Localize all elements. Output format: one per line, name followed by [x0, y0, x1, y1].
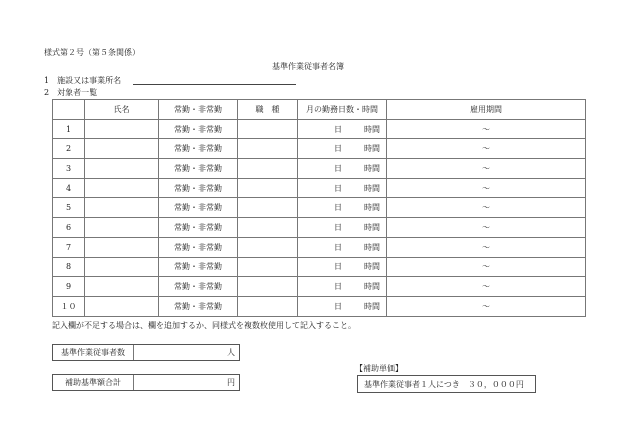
employment-period-cell[interactable]: ～: [387, 296, 586, 316]
name-cell[interactable]: [85, 139, 159, 159]
section-1: [44, 75, 121, 86]
name-cell[interactable]: [85, 178, 159, 198]
hours-unit: 時間: [364, 124, 380, 134]
days-unit: 日: [334, 163, 342, 173]
hours-unit: 時間: [364, 242, 380, 252]
days-unit: 日: [334, 222, 342, 232]
name-cell[interactable]: [85, 257, 159, 277]
work-days-hours-cell[interactable]: [298, 296, 387, 316]
name-cell[interactable]: [85, 218, 159, 238]
work-days-hours-cell[interactable]: [298, 237, 387, 257]
table-row: [53, 277, 586, 297]
employment-period-cell[interactable]: ～: [387, 139, 586, 159]
job-cell[interactable]: [238, 257, 298, 277]
header-cell: 常勤・非常勤: [159, 100, 238, 120]
header-cell: 氏名: [85, 100, 159, 120]
row-number: 2: [53, 139, 85, 159]
row-number: 1: [53, 119, 85, 139]
table-row: [53, 178, 586, 198]
table-row: [53, 237, 586, 257]
employment-period-cell[interactable]: ～: [387, 237, 586, 257]
unit-price-box: [357, 375, 536, 393]
work-days-hours-cell[interactable]: [298, 159, 387, 179]
section-label: 施設又は事業所名: [57, 76, 122, 85]
row-number: 6: [53, 218, 85, 238]
employment-period-cell[interactable]: ～: [387, 178, 586, 198]
name-cell[interactable]: [85, 237, 159, 257]
page-title: 基準作業従事者名簿: [272, 62, 344, 71]
name-cell[interactable]: [85, 198, 159, 218]
work-days-hours-cell[interactable]: [298, 139, 387, 159]
table-row: [53, 159, 586, 179]
section-number: 1: [44, 76, 50, 85]
days-unit: 日: [334, 262, 342, 272]
row-number: 3: [53, 159, 85, 179]
table-row: [53, 139, 586, 159]
unit-price-text: 基準作業従事者１人につき ３０，０００円: [364, 379, 524, 389]
employment-type-cell[interactable]: 常勤・非常勤: [159, 296, 238, 316]
work-days-hours-cell[interactable]: [298, 277, 387, 297]
days-unit: 日: [334, 203, 342, 213]
employment-period-cell[interactable]: ～: [387, 218, 586, 238]
hours-unit: 時間: [364, 183, 380, 193]
table-row: [53, 198, 586, 218]
employment-period-cell[interactable]: ～: [387, 119, 586, 139]
employment-type-cell[interactable]: 常勤・非常勤: [159, 237, 238, 257]
name-cell[interactable]: [85, 119, 159, 139]
row-number: １０: [53, 296, 85, 316]
job-cell[interactable]: [238, 159, 298, 179]
row-number: 7: [53, 237, 85, 257]
staff-count-box: [52, 344, 240, 361]
hours-unit: 時間: [364, 203, 380, 213]
work-days-hours-cell[interactable]: [298, 257, 387, 277]
facility-name-field[interactable]: [133, 84, 296, 85]
name-cell[interactable]: [85, 277, 159, 297]
employment-type-cell[interactable]: 常勤・非常勤: [159, 218, 238, 238]
employment-type-cell[interactable]: 常勤・非常勤: [159, 277, 238, 297]
form-number: 様式第２号（第５条関係）: [44, 48, 140, 57]
section-label: 対象者一覧: [57, 88, 98, 97]
hours-unit: 時間: [364, 163, 380, 173]
row-number: 9: [53, 277, 85, 297]
employment-period-cell[interactable]: ～: [387, 198, 586, 218]
total-amount-field[interactable]: 円: [227, 378, 235, 387]
days-unit: 日: [334, 282, 342, 292]
employment-period-cell[interactable]: ～: [387, 257, 586, 277]
job-cell[interactable]: [238, 178, 298, 198]
hours-unit: 時間: [364, 301, 380, 311]
section-number: 2: [44, 88, 50, 97]
header-cell: 職 種: [238, 100, 298, 120]
job-cell[interactable]: [238, 277, 298, 297]
staff-count-label: 基準作業従事者数: [53, 345, 134, 360]
employment-type-cell[interactable]: 常勤・非常勤: [159, 178, 238, 198]
table-row: [53, 119, 586, 139]
job-cell[interactable]: [238, 218, 298, 238]
hours-unit: 時間: [364, 222, 380, 232]
hours-unit: 時間: [364, 262, 380, 272]
row-number: 8: [53, 257, 85, 277]
table-header: [53, 100, 586, 120]
work-days-hours-cell[interactable]: [298, 198, 387, 218]
row-number: 4: [53, 178, 85, 198]
note-text: 記入欄が不足する場合は、欄を追加するか、同様式を複数枚使用して記入すること。: [52, 321, 356, 330]
employment-period-cell[interactable]: ～: [387, 277, 586, 297]
total-amount-label: 補助基準額合計: [53, 375, 134, 390]
days-unit: 日: [334, 183, 342, 193]
job-cell[interactable]: [238, 198, 298, 218]
days-unit: 日: [334, 124, 342, 134]
job-cell[interactable]: [238, 237, 298, 257]
row-number: 5: [53, 198, 85, 218]
job-cell[interactable]: [238, 119, 298, 139]
header-cell: 月の勤務日数・時間: [298, 100, 387, 120]
days-unit: 日: [334, 301, 342, 311]
work-days-hours-cell[interactable]: [298, 119, 387, 139]
employment-type-cell[interactable]: 常勤・非常勤: [159, 198, 238, 218]
employment-period-cell[interactable]: ～: [387, 159, 586, 179]
employment-type-cell[interactable]: 常勤・非常勤: [159, 119, 238, 139]
name-cell[interactable]: [85, 159, 159, 179]
work-days-hours-cell[interactable]: [298, 178, 387, 198]
work-days-hours-cell[interactable]: [298, 218, 387, 238]
employment-type-cell[interactable]: 常勤・非常勤: [159, 139, 238, 159]
staff-count-field[interactable]: 人: [227, 348, 235, 357]
employment-type-cell[interactable]: 常勤・非常勤: [159, 257, 238, 277]
total-amount-box: [52, 374, 240, 391]
section-2: [44, 87, 97, 98]
unit-price-heading: 【補助単価】: [355, 364, 403, 373]
job-cell[interactable]: [238, 296, 298, 316]
name-cell[interactable]: [85, 296, 159, 316]
staff-table: [52, 99, 586, 317]
header-cell: [53, 100, 85, 120]
table-row: [53, 296, 586, 316]
hours-unit: 時間: [364, 144, 380, 154]
days-unit: 日: [334, 144, 342, 154]
table-row: [53, 257, 586, 277]
employment-type-cell[interactable]: 常勤・非常勤: [159, 159, 238, 179]
table-row: [53, 218, 586, 238]
header-cell: 雇用期間: [387, 100, 586, 120]
job-cell[interactable]: [238, 139, 298, 159]
hours-unit: 時間: [364, 282, 380, 292]
days-unit: 日: [334, 242, 342, 252]
